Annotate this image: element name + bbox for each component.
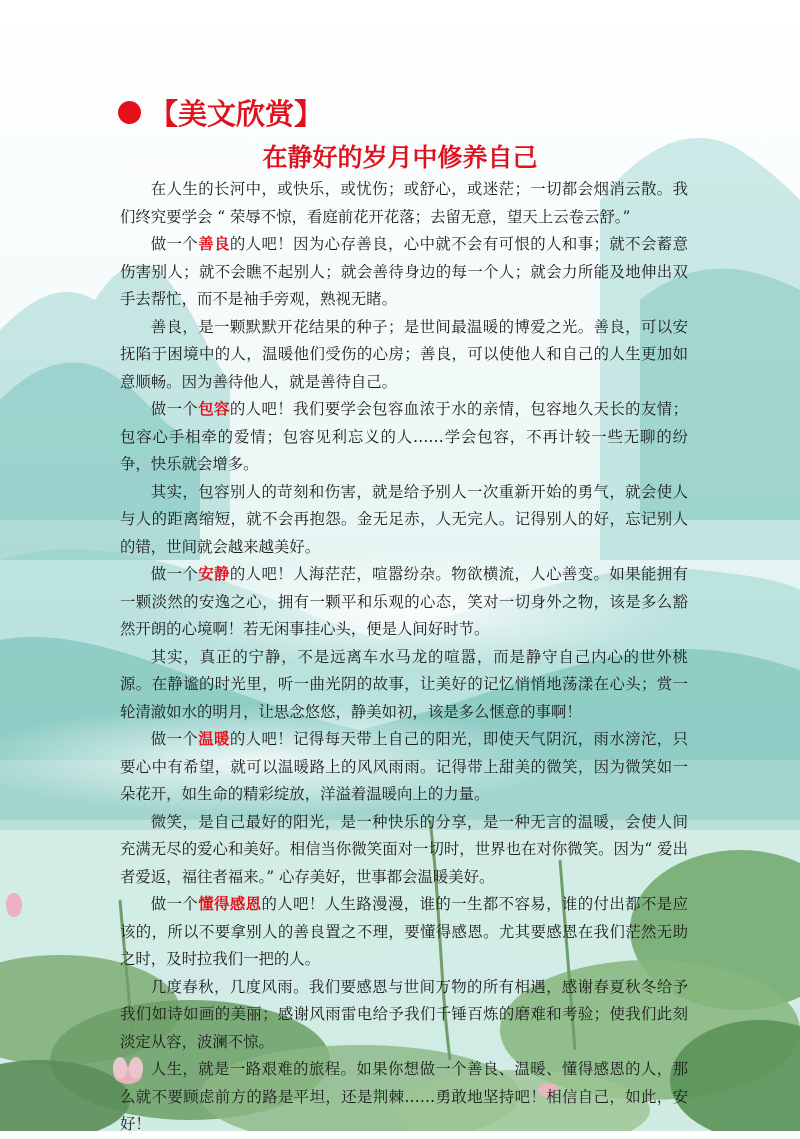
highlight-keyword: 温暖 [198,730,230,748]
paragraph: 善良，是一颗默默开花结果的种子；是世间最温暖的博爱之光。善良，可以安抚陷于困境中的人，温暖他们受伤的心房；善良，可以使他人和自己的人生更加如意顺畅。因为善待他人，就是善待自己。 [120,317,688,391]
paragraph: 做一个善良的人吧！因为心存善良，心中就不会有可恨的人和事；就不会蓄意伤害别人；就不会瞧不起别人；就会善待身边的每一个人；就会力所能及地伸出双手去帮忙，而不是袖手旁观，熟视无睹。 [120,235,688,308]
paragraph: 微笑，是自己最好的阳光，是一种快乐的分享，是一种无言的温暖，会使人间充满无尽的爱心和美好。相信当你微笑面对一切时，世界也在对你微笑。因为“ 爱出者爱返，福往者福来。” 心存美好，世事都会温暖美好。 [120,812,688,886]
paragraph: 做一个温暖的人吧！记得每天带上自己的阳光，即使天气阴沉，雨水滂沱，只要心中有希望，就可以温暖路上的风风雨雨。记得带上甜美的微笑，因为微笑如一朵花开，如生命的精彩绽放，洋溢着温暖向上的力量。 [120,730,688,803]
article-body [120,176,688,1139]
highlight-keyword: 善良 [198,235,230,253]
paragraph: 做一个安静的人吧！人海茫茫，喧嚣纷杂。物欲横流，人心善变。如果能拥有一颗淡然的安逸之心，拥有一颗平和乐观的心态，笑对一切身外之物，该是多么豁然开朗的心境啊！若无闲事挂心头，便是人间好时节。 [120,565,688,638]
paragraph: 做一个包容的人吧！我们要学会包容血浓于水的亲情，包容地久天长的友情；包容心手相牵的爱情；包容见利忘义的人……学会包容，不再计较一些无聊的纷争，快乐就会增多。 [120,400,688,473]
paragraph: 其实，包容别人的苛刻和伤害，就是给予别人一次重新开始的勇气，就会使人与人的距离缩短，就不会再抱怨。金无足赤，人无完人。记得别人的好，忘记别人的错，世间就会越来越美好。 [120,482,688,556]
highlight-keyword: 包容 [198,400,230,418]
paragraph: 其实，真正的宁静，不是远离车水马龙的喧嚣，而是静守自己内心的世外桃源。在静谧的时光里，听一曲光阴的故事，让美好的记忆悄悄地荡漾在心头；赏一轮清澈如水的明月，让思念悠悠，静美如初，该是多么惬意的事啊！ [120,647,688,721]
paragraph: 人生，就是一路艰难的旅程。如果你想做一个善良、温暖、懂得感恩的人，那么就不要顾虑前方的路是平坦，还是荆棘……勇敢地坚持吧！相信自己，如此，安好！ [120,1060,688,1133]
paragraph: 在人生的长河中，或快乐，或忧伤；或舒心，或迷茫；一切都会烟消云散。我们终究要学会 “ 荣辱不惊，看庭前花开花落；去留无意，望天上云卷云舒。” [120,180,688,226]
highlight-keyword: 懂得感恩 [198,895,262,913]
paragraph: 做一个懂得感恩的人吧！人生路漫漫，谁的一生都不容易，谁的付出都不是应该的，所以不要拿别人的善良置之不理，要懂得感恩。尤其要感恩在我们茫然无助之时，及时拉我们一把的人。 [120,895,688,968]
article-title: 在静好的岁月中修养自己 [262,143,538,172]
bullet-dot-icon [118,101,141,124]
section-label: 【美文欣赏】 [149,97,324,131]
highlight-keyword: 安静 [198,565,230,583]
section-heading [118,92,323,133]
paragraph: 几度春秋，几度风雨。我们要感恩与世间万物的所有相遇，感谢春夏秋冬给予我们如诗如画的美丽；感谢风雨雷电给予我们千锤百炼的磨难和考验；使我们此刻淡定从容，波澜不惊。 [120,977,688,1051]
